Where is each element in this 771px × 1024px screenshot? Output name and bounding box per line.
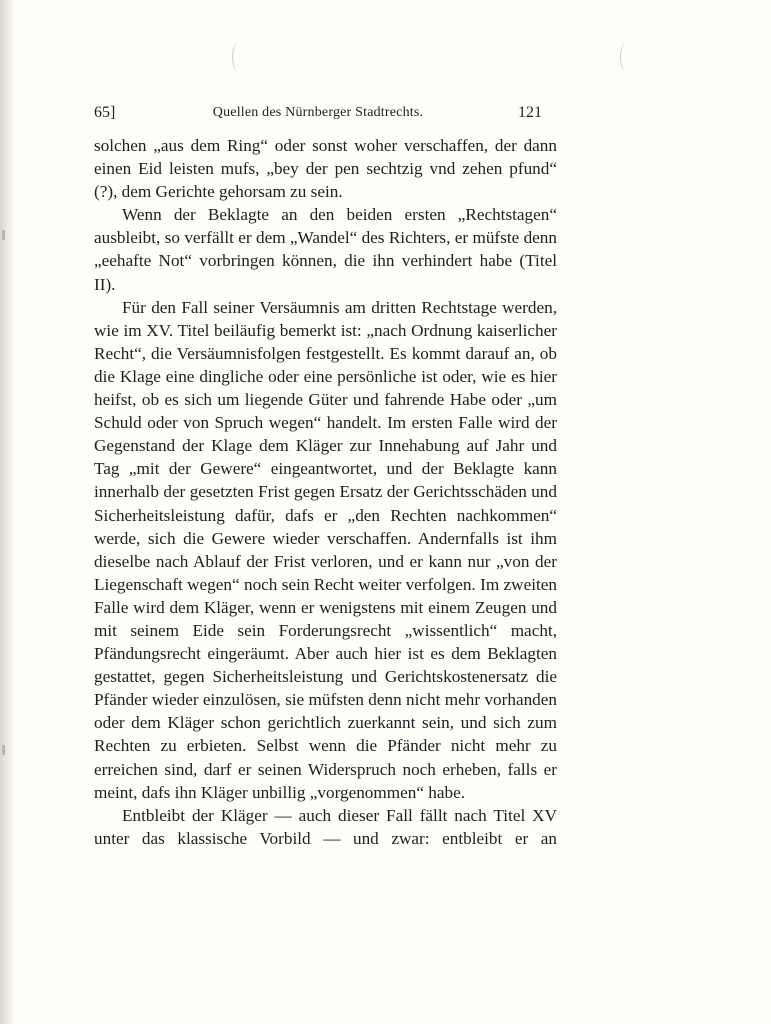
- paragraph: Entbleibt der Kläger — auch dieser Fall fällt nach Titel XV unter das klassische Vorbild — und zwar: entbleibt er an: [94, 805, 557, 848]
- binding-shadow: [0, 0, 16, 1024]
- body-text: [94, 134, 557, 850]
- page-number: 121: [518, 104, 542, 121]
- running-header: [94, 104, 542, 126]
- running-title: Quellen des Nürnberger Stadtrechts.: [212, 105, 424, 120]
- scan-mark: [620, 42, 633, 72]
- scan-mark: [232, 42, 245, 72]
- binding-speck: [2, 745, 5, 755]
- paragraph: solchen „aus dem Ring“ oder sonst woher verschaffen, der dann einen Eid leisten mufs, „bey der pen sechtzig vnd zehen pfund“ (?), dem Gerichte gehorsam zu sein.: [94, 136, 557, 202]
- section-number: 65]: [94, 104, 116, 121]
- binding-speck: [2, 230, 5, 240]
- paragraph: Für den Fall seiner Versäumnis am dritten Rechtstage werden, wie im XV. Titel beiläufig bemerkt ist: „nach Ordnung kaiserlicher Recht“, die Versäumnisfolgen festgestellt. Es kommt darauf an, ob die Klage eine dingliche oder eine persönliche ist oder, wie es hier heifst, ob es sich um liegende Güter und fahrende Habe oder „um Schuld oder von Spruch wegen“ handelt. Im ersten Falle wird der Gegenstand der Klage dem Kläger zur Innehabung auf Jahr und Tag „mit der Gewere“ eingeantwortet, und der Beklagte kann innerhalb der gesetzten Frist gegen Ersatz der Gerichtsschäden und Sicherheitsleistung dafür, dafs er „den Rechten nachkommen“ werde, sich die Gewere wieder verschaffen. Andernfalls ist ihm dieselbe nach Ablauf der Frist verloren, und er kann nur „von der Liegenschaft wegen“ noch sein Recht weiter verfolgen. Im zweiten Falle wird dem Kläger, wenn er wenigstens mit einem Zeugen und mit seinem Eide sein Forderungsrecht „wissentlich“ macht, Pfändungsrecht eingeräumt. Aber auch hier ist es dem Beklagten gestattet, gegen Sicherheitsleistung und Gerichtskostenersatz die Pfänder wieder einzulösen, sie müfsten denn nicht mehr vorhanden oder dem Kläger schon gerichtlich zuerkannt sein, und sich zum Rechten zu erbieten. Selbst wenn die Pfänder nicht mehr zu erreichen sind, darf er seinen Widerspruch noch erheben, falls er meint, dafs ihn Kläger unbillig „vorgenommen“ habe.: [94, 297, 557, 802]
- paragraph: Wenn der Beklagte an den beiden ersten „Rechtstagen“ ausbleibt, so verfällt er dem „Wandel“ des Richters, er müfste denn „eehafte Not“ vorbringen können, die ihn verhindert habe (Titel II).: [94, 205, 557, 294]
